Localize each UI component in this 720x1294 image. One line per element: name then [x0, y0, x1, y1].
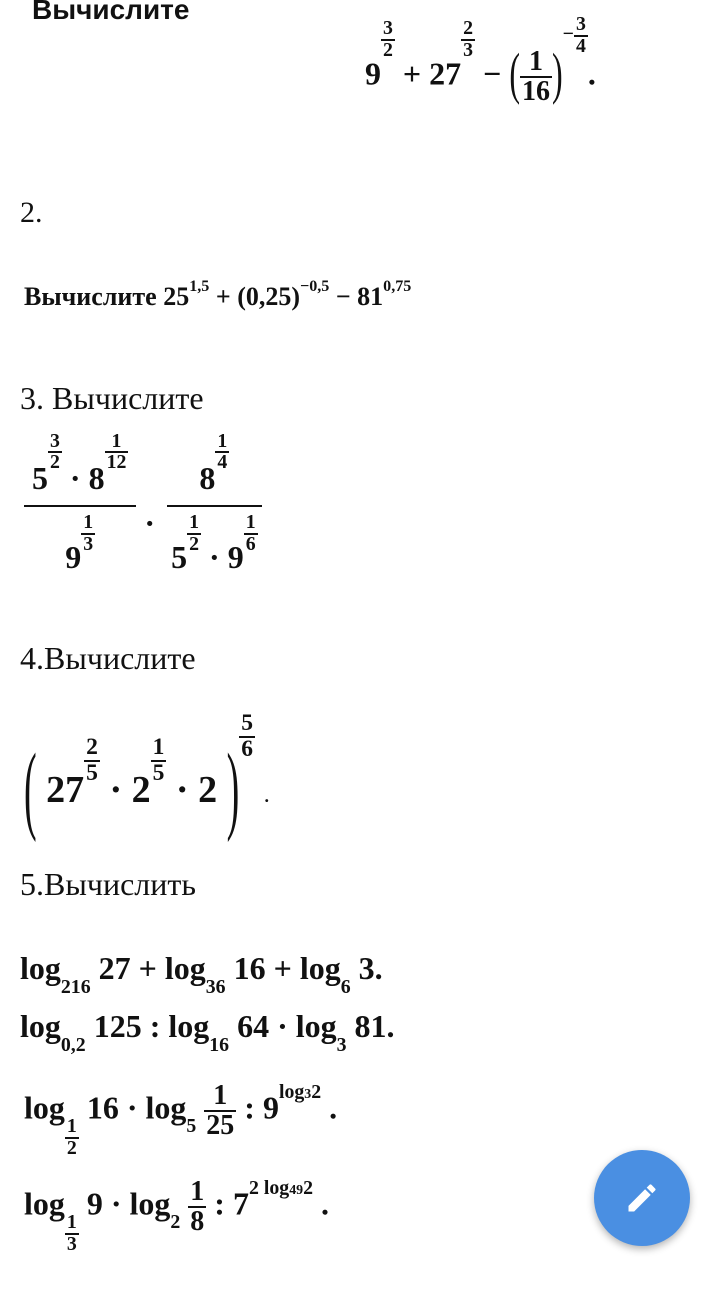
fraction-2: 8 $^{\frac{1}{4}}$ 5 $^{\frac{1}{2}}$ · 9 $^{\frac{1}{6}}$ — [167, 462, 262, 585]
fraction: $\frac{1}{16}$ — [521, 46, 550, 107]
fraction-1: 5 $^{\frac{3}{2}}$ · 8 $^{\frac{1}{12}}$ 9 $^{\frac{1}{3}}$ — [28, 462, 132, 585]
problem-4-heading: 4.Вычислите — [20, 640, 196, 676]
term: 81 — [357, 282, 384, 311]
problem-2-expression — [24, 278, 412, 312]
exp-num: 3 — [383, 16, 393, 39]
plus-sign: + — [215, 282, 231, 311]
term: (0,25) — [237, 282, 301, 311]
exponent: −0,5 — [300, 278, 330, 295]
log-line-2: $\log_{0,2} 125$ : $\log_{16} 64 \cdot \log_3 81$. — [20, 1008, 395, 1056]
problem-3-expression — [28, 429, 262, 585]
exp-num: 2 — [463, 16, 474, 39]
log-line-1: $\log_{216} 27 + \log_{36} 16 + \log_6 3$. — [20, 950, 383, 998]
log-line-4: log $_{\frac{1}{3}}$ $9 \cdot \log_2$ $\frac{1}{8}$ : $7^{2 log492}$ . — [24, 1176, 329, 1255]
period: . — [587, 55, 596, 92]
term-base: 9 — [365, 55, 381, 92]
exp-den: 3 — [463, 38, 474, 61]
problem-3-heading: 3. Вычислите — [20, 380, 204, 416]
problem-1-expression: 9 $^{\frac{3}{2}}$ + 27 $^{\frac{2}{3}}$ − ( $\frac{1}{16}$ )$^{- \frac{3}{4}}$ . — [365, 12, 596, 107]
problem-4-expression: ( 27 $^{\frac{2}{5}}$ · 2 $^{\frac{1}{5}}$ · 2 ) $^{\frac{5}{6}}$ . — [24, 710, 270, 845]
exp-sign: − — [562, 23, 574, 46]
plus-sign: + — [402, 55, 422, 92]
problem-2-label: Вычислите — [24, 282, 157, 311]
problem-2-number: 2. — [20, 196, 43, 229]
exponent: 0,75 — [383, 278, 412, 295]
edit-button[interactable] — [594, 1150, 690, 1246]
dot: · — [144, 504, 156, 541]
pencil-icon — [624, 1180, 660, 1216]
exponent: 1,5 — [189, 278, 210, 295]
term: 25 — [163, 282, 190, 311]
minus-sign: − — [483, 55, 502, 92]
minus-sign: − — [335, 282, 351, 311]
term-base: 27 — [429, 55, 462, 92]
exp-den: 2 — [383, 38, 393, 61]
problem-5-heading: 5.Вычислить — [20, 866, 196, 902]
problem-1-title: Вычислите — [32, 0, 190, 25]
log-line-3: log $_{\frac{1}{2}}$ $16 \cdot \log_5$ $\frac{1}{25}$ : $9^{log32}$ . — [24, 1080, 338, 1159]
